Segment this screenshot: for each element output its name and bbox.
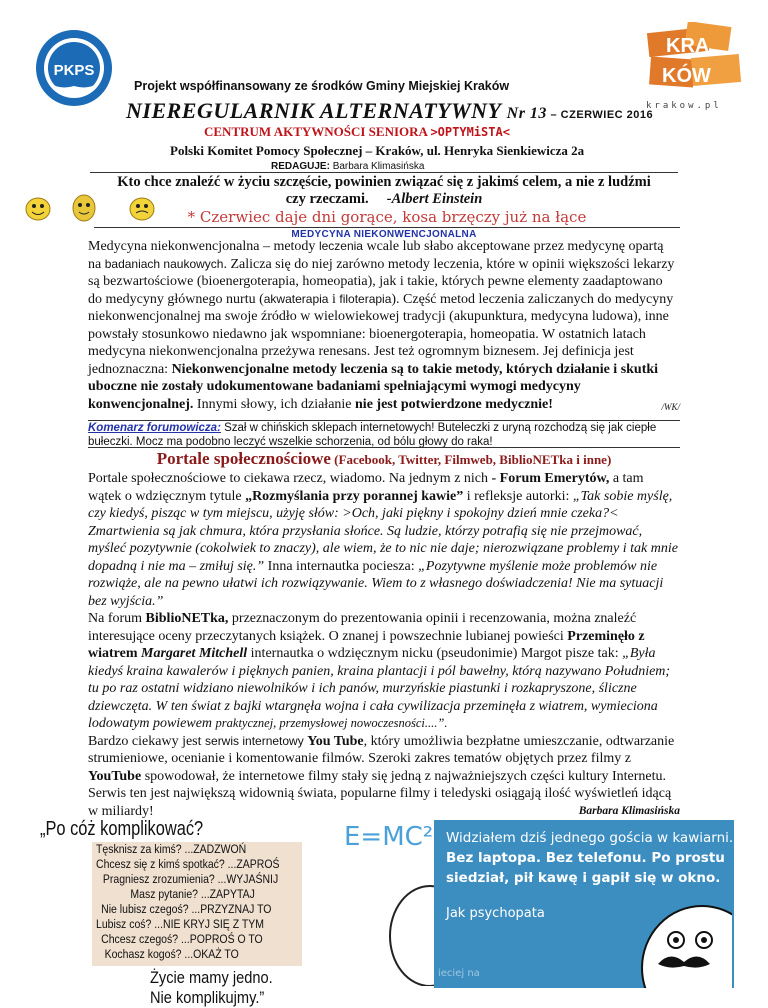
project-line: Projekt współfinansowany ze środków Gminy Miejskiej Kraków (134, 79, 510, 93)
poster-psychopath (434, 820, 734, 988)
mustache-face-icon (330, 866, 440, 986)
smiley-icon (73, 195, 95, 221)
medicine-article: Medycyna niekonwencjonalna – metody leczenia wcale lub słabo akceptowane przez medycynę opartą na badaniach naukowych. Zalicza się do niej zarówno metody leczenia, które w opinii większości lekarzy są bezwartościowe (bioenergoterapia, homeopatia), jak i takie, których pewne elementy zaadaptowano do medycyny głównego nurtu (akwaterapia i filoterapia). Część metod leczenia zaliczanych do medycyny niekonwencjonalnej ma swoje źródło w wielowiekowej tradycji (akupunktura, medycyna ludowa), inne powstały stosunkowo niedawno jak wspomniane: bioenergoterapia, homeopatia. W ostatnich latach medycyna niekonwencjonalna przeżywa renesans. Jest też ogromnym biznesem. Jej definicja jest jednoznaczna: Niekonwencjonalne metody leczenia są to takie metody, których działanie i skutki uboczne nie zostały udokumentowane badaniami spełniającymi wymogi medycyny konwencjonalnej. Innymi słowy, ich działanie nie jest potwierdzone medycznie! /WK/ (88, 238, 680, 416)
poster-line: Kochasz kogoś? ...OKAŻ TO (104, 947, 239, 961)
poster-watermark: ieciej na (438, 968, 480, 979)
address-line: Polski Komitet Pomocy Społecznej – Kraków, ul. Henryka Sienkiewicza 2a (170, 143, 585, 158)
poster-footer: Życie mamy jedno. Nie komplikujmy.” (150, 968, 273, 1007)
poster-line: Chcesz się z kimś spotkać? ...ZAPROŚ (96, 857, 280, 871)
emc2-formula: E=MC² (344, 822, 434, 852)
poster-right-line: siedział, pił kawę i gapił się w okno. (446, 870, 721, 886)
poster-line: Tęsknisz za kimś? ...ZADZWOŃ (96, 842, 247, 856)
center-name-line: CENTRUM AKTYWNOŚCI SENIORA >OPTYMiSTA< (204, 124, 510, 139)
june-proverb: * Czerwiec daje dni gorące, kosa brzęczy już na łące (94, 208, 680, 228)
krakow-logo (636, 22, 754, 114)
masthead-title: NIEREGULARNIK ALTERNATYWNY Nr 13 – CZERWIEC 2016 (126, 98, 654, 123)
portals-article: Portale społecznościowe to ciekawa rzecz, wiadomo. Na jednym z nich - Forum Emerytów, a tam wątek o wdzięcznym tytule „Rozmyślania przy porannej kawie” i refleksje autorki: „Tak sobie myślę, czy kiedyś, pisząc w tym miejscu, użyję słów: >Och, jaki piękny i spokojny dzień mnie czeka?< Zmartwienia są jak chmura, która przysłania słońce. Są ludzie, którzy potrafią się nie przejmować, myśleć pozytywnie (cokolwiek to znaczy), ale wiem, że to nic nie daje; nierozwiązane problemy i tak mnie dopadną i nie ma – zmiłuj się.” Inna internautka pociesza: „Pozytywne myślenie może problemów nie rozwiąże, ale na pewno ułatwi ich rozwiązywanie. Wiem to z własnego doświadczenia! Nie ma sytuacji bez wyjścia.” Na forum BiblioNETka, przeznaczonym do prezentowania opinii i recenzowania, można znaleźć interesujące oceny przeczytanych książek. O znanej i powszechnie lubianej powieści Przeminęło z wiatrem Margaret Mitchell internautka o wdzięcznym nicku (pseudonimie) Margot pisze tak: „Była kiedyś kraina kawalerów i pięknych panien, kraina plantacji i pól bawełny, którą nazywano Południem; tu po raz ostatni widziano niewolników i ich panów, murzyńskie piastunki i rozkapryszone, śliczne dziewczęta. W ten świat z bajki wtargnęła wojna i cała cywilizacja przeminęła z wiatrem, wymieciona lodowatym powiewem praktycznej, przemysłowej nowoczesności....”. Bardzo ciekawy jest serwis internetowy You Tube, który umożliwia bezpłatne umieszczanie, odtwarzanie strumieniowe, ocenianie i komentowanie filmów. Szeroki zakres tematów objętych przez filmy z YouTube spowodował, że internetowe filmy stały się jedną z najważniejszych części kultury Internetu. Serwis ten jest największą widownią świata, popularne filmy i teledyski osiągają ilość wyświetleń idącą w miliardy! Barbara Klimasińska (88, 471, 680, 819)
author-tag: /WK/ (661, 401, 680, 412)
svg-text:krakow.pl: krakow.pl (646, 101, 722, 111)
svg-text:PKPS: PKPS (53, 62, 95, 79)
pkps-logo (34, 28, 114, 108)
poster-line: Nie lubisz czegoś? ...PRZYZNAJ TO (101, 902, 272, 916)
poster-lines (96, 842, 279, 962)
portals-heading: Portale społecznościowe (Facebook, Twitter, Filmweb, BiblioNETka i inne) (88, 447, 680, 469)
forum-comment: Komenarz forumowicza: Szał w chińskich sklepach internetowych! Buteleczki z uryną rozchodzą się jak ciepłe bułeczki. Mocz ma podobno leczyć wszelkie schorzenia, od bólu głowy do raka! (88, 420, 680, 449)
poster-line: Chcesz czegoś? ...POPROŚ O TO (101, 932, 263, 946)
medicine-heading: MEDYCYNA NIEKONWENCJONALNA (291, 229, 477, 240)
editor-line: REDAGUJE: Barbara Klimasińska (271, 161, 425, 172)
poster-line: Pragniesz zrozumienia? ...WYJAŚNIJ (102, 872, 279, 886)
signature: Barbara Klimasińska (578, 804, 680, 817)
einstein-quote: Kto chce znaleźć w życiu szczęście, powinien związać się z jakimś celem, a nie z ludźmi czy rzeczami. -Albert Einstein (90, 172, 678, 208)
svg-text:KRA: KRA (666, 35, 710, 57)
poster-title: „Po cóż komplikować? (40, 818, 204, 840)
poster-line: Lubisz coś? ...NIE KRYJ SIĘ Z TYM (96, 917, 264, 931)
poster-right-line: Bez laptopa. Bez telefonu. Po prostu (446, 850, 725, 866)
smiley-icon (26, 198, 50, 220)
mustache-man-icon (612, 898, 732, 988)
poster-right-line: Widziałem dziś jednego gościa w kawiarni. (446, 830, 734, 846)
poster-line: Masz pytanie? ...ZAPYTAJ (130, 887, 255, 901)
svg-text:KÓW: KÓW (662, 65, 711, 87)
poster-right-line: Jak psychopata (446, 906, 545, 921)
poster-dont-complicate (40, 818, 320, 1007)
